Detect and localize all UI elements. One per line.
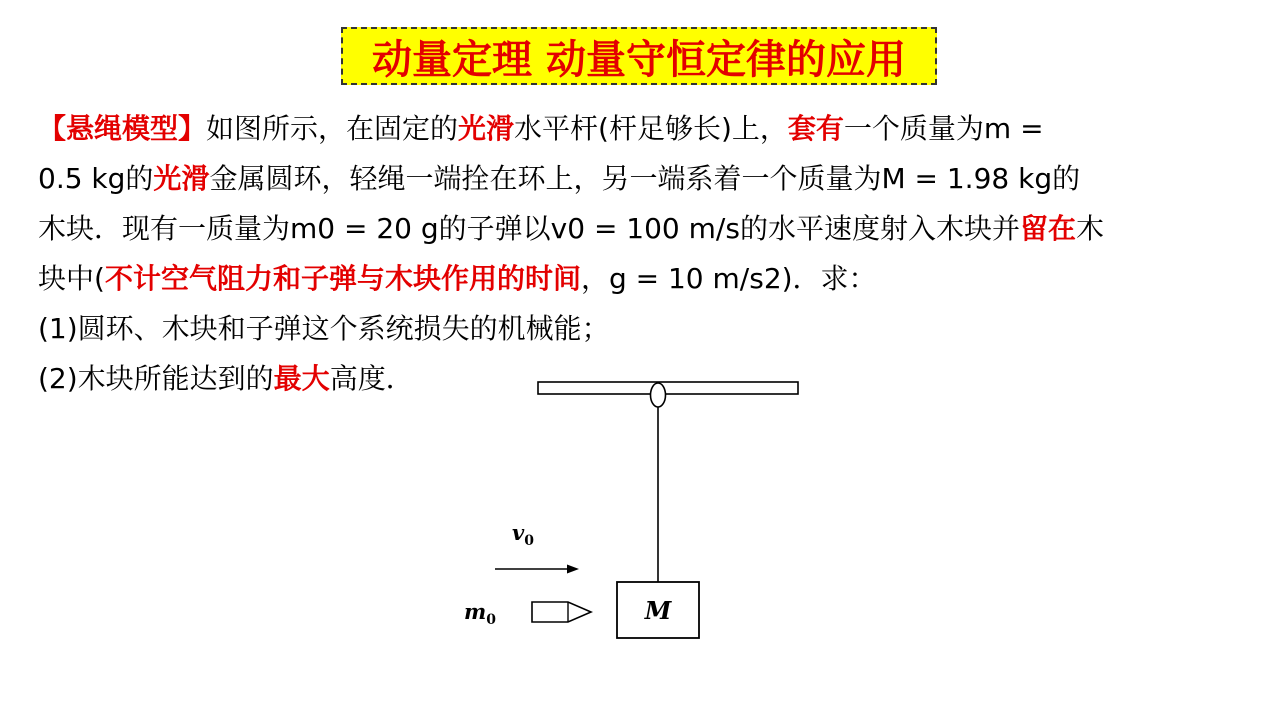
body-text: 木块．现有一质量为m0 = 20 g的子弹以v0 = 100 m/s的水平速度射入木块并 (38, 212, 1020, 245)
highlighted-text: 不计空气阻力和子弹与木块作用的时间 (104, 262, 581, 295)
problem-line (38, 154, 1253, 204)
velocity-arrow-head (567, 565, 579, 574)
highlighted-text: 套有 (787, 112, 844, 145)
horizontal-rod (538, 382, 798, 394)
body-text: 高度． (329, 362, 414, 395)
problem-line (38, 104, 1253, 154)
body-text: 金属圆环，轻绳一端拴在环上，另一端系着一个质量为M = 1.98 kg的 (209, 162, 1081, 195)
page-title: 动量定理 动量守恒定律的应用 (372, 36, 906, 83)
highlighted-text: 光滑 (458, 112, 515, 145)
title-banner (341, 27, 937, 85)
problem-text (38, 104, 1253, 404)
body-text: 水平杆(杆足够长)上， (514, 112, 788, 145)
bullet (532, 602, 591, 622)
problem-line (38, 254, 1253, 304)
block-label: M (644, 596, 672, 625)
velocity-label: $v_0$ (512, 520, 534, 549)
highlighted-text: 光滑 (153, 162, 210, 195)
highlighted-text: 留在 (1019, 212, 1076, 245)
body-text: 如图所示，在固定的 (206, 112, 459, 145)
highlighted-text: 最大 (273, 362, 330, 395)
body-text: (1)圆环、木块和子弹这个系统损失的机械能； (38, 312, 610, 345)
body-text: 一个质量为m = (843, 112, 1044, 145)
body-text: 木 (1075, 212, 1104, 245)
problem-line (38, 304, 1253, 354)
problem-line (38, 204, 1253, 254)
body-text: ，g = 10 m/s2)．求： (580, 262, 877, 295)
highlighted-text: 【悬绳模型】 (38, 112, 207, 145)
metal-ring (651, 383, 666, 407)
bullet-label: $m_0$ (464, 599, 496, 628)
body-text: (2)木块所能达到的 (38, 362, 274, 395)
body-text: 块中( (38, 262, 105, 295)
physics-diagram (455, 372, 815, 652)
body-text: 0.5 kg的 (38, 162, 154, 195)
